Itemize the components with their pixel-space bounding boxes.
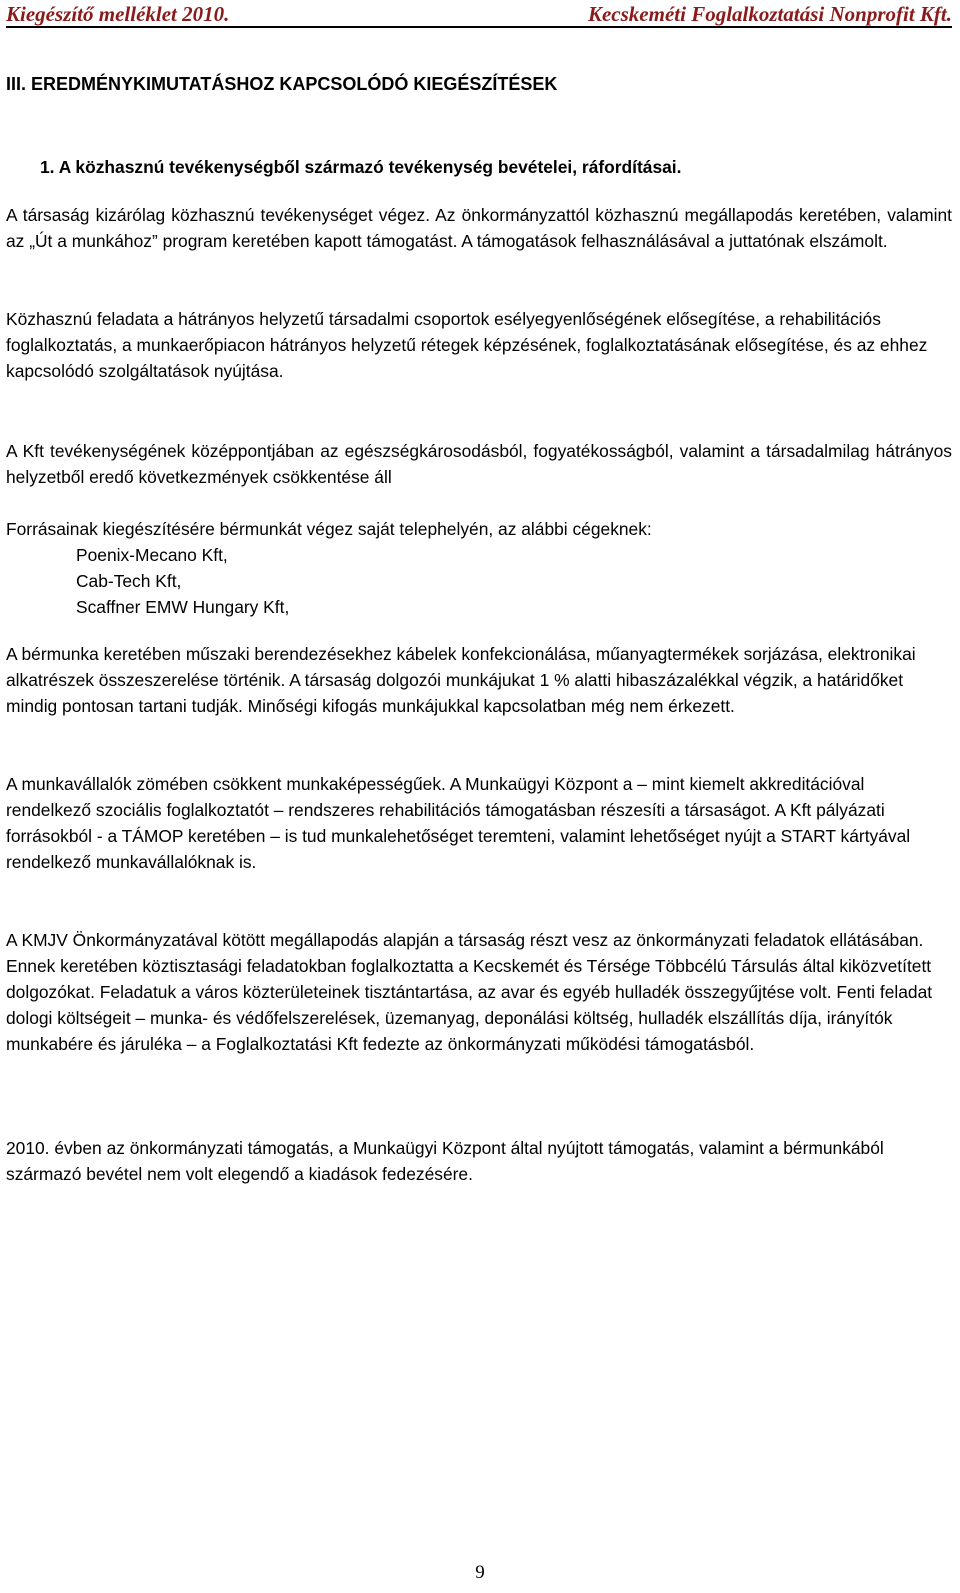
paragraph-municipal-agreement: A KMJV Önkormányzatával kötött megállapodás alapján a társaság részt vesz az önkormányzati feladatok ellátásában. Ennek keretében köztisztasági feladatokban foglalkoztatta a Kecskemét és Térsége Többcélú Társulás által kiközvetített dolgozókat. Feladatuk a város közterületeinek tisztántartása, az avar és egyéb hulladék összegyűjtése volt. Fenti feladat dologi költségeit – munka- és védőfelszerelések, üzemanyag, deponálási költség, hulladék elszállítás díja, irányítók munkabére és járuléka – a Foglalkoztatási Kft fedezte az önkormányzati működési támogatásból. [6, 930, 933, 1054]
paragraph-activity: A társaság kizárólag közhasznú tevékenységet végez. Az önkormányzattól közhasznú megállapodás keretében, valamint az „Út a munkához” program keretében kapott támogatást. A támogatások felhasználásával a juttatónak elszámolt. [6, 205, 952, 251]
page-header [6, 2, 952, 28]
contract-work-intro: Forrásainak kiegészítésére bérmunkát végez saját telephelyén, az alábbi cégeknek: [6, 519, 652, 539]
paragraph-focus: A Kft tevékenységének középpontjában az egészségkárosodásból, fogyatékosságból, valamint a társadalmilag hátrányos helyzetből eredő következmények csökkentése áll [6, 441, 952, 487]
list-item-company: Scaffner EMW Hungary Kft, [76, 597, 290, 617]
page-number: 9 [475, 1562, 485, 1583]
paragraph-public-benefit-task: Közhasznú feladata a hátrányos helyzetű társadalmi csoportok esélyegyenlőségének elősegítése, a rehabilitációs foglalkoztatás, a munkaerőpiacon hátrányos helyzetű rétegek képzésének, foglalkoztatásának elősegítése, és az ehhez kapcsolódó szolgáltatások nyújtása. [6, 309, 928, 381]
header-document-title: Kiegészítő melléklet 2010. [6, 2, 230, 26]
list-item-company: Cab-Tech Kft, [76, 571, 182, 591]
subsection-title: 1. A közhasznú tevékenységből származó tevékenység bevételei, ráfordításai. [40, 157, 682, 177]
paragraph-employees: A munkavállalók zömében csökkent munkaképességűek. A Munkaügyi Központ a – mint kiemelt akkreditációval rendelkező szociális foglalkoztatót – rendszeres rehabilitációs támogatásban részesíti a társaságot. A Kft pályázati forrásokból - a TÁMOP keretében – is tud munkalehetőséget teremteni, valamint lehetőséget nyújt a START kártyával rendelkező munkavállalóknak is. [6, 774, 911, 872]
paragraph-contract-work-details: A bérmunka keretében műszaki berendezésekhez kábelek konfekcionálása, műanyagtermékek sorjázása, elektronikai alkatrészek összeszerelése történik. A társaság dolgozói munkájukat 1 % alatti hibaszázalékkal végzik, a határidőket mindig pontosan tartani tudják. Minőségi kifogás munkájukkal kapcsolatban még nem érkezett. [6, 644, 916, 716]
section-title: III. EREDMÉNYKIMUTATÁSHOZ KAPCSOLÓDÓ KIEGÉSZÍTÉSEK [6, 74, 558, 94]
paragraph-contract-work [6, 516, 952, 620]
header-company-name: Kecskeméti Foglalkoztatási Nonprofit Kft. [587, 2, 952, 26]
paragraph-2010-summary: 2010. évben az önkormányzati támogatás, a Munkaügyi Központ által nyújtott támogatás, valamint a bérmunkából származó bevétel nem volt elegendő a kiadások fedezésére. [6, 1138, 884, 1184]
list-item-company: Poenix-Mecano Kft, [76, 545, 228, 565]
